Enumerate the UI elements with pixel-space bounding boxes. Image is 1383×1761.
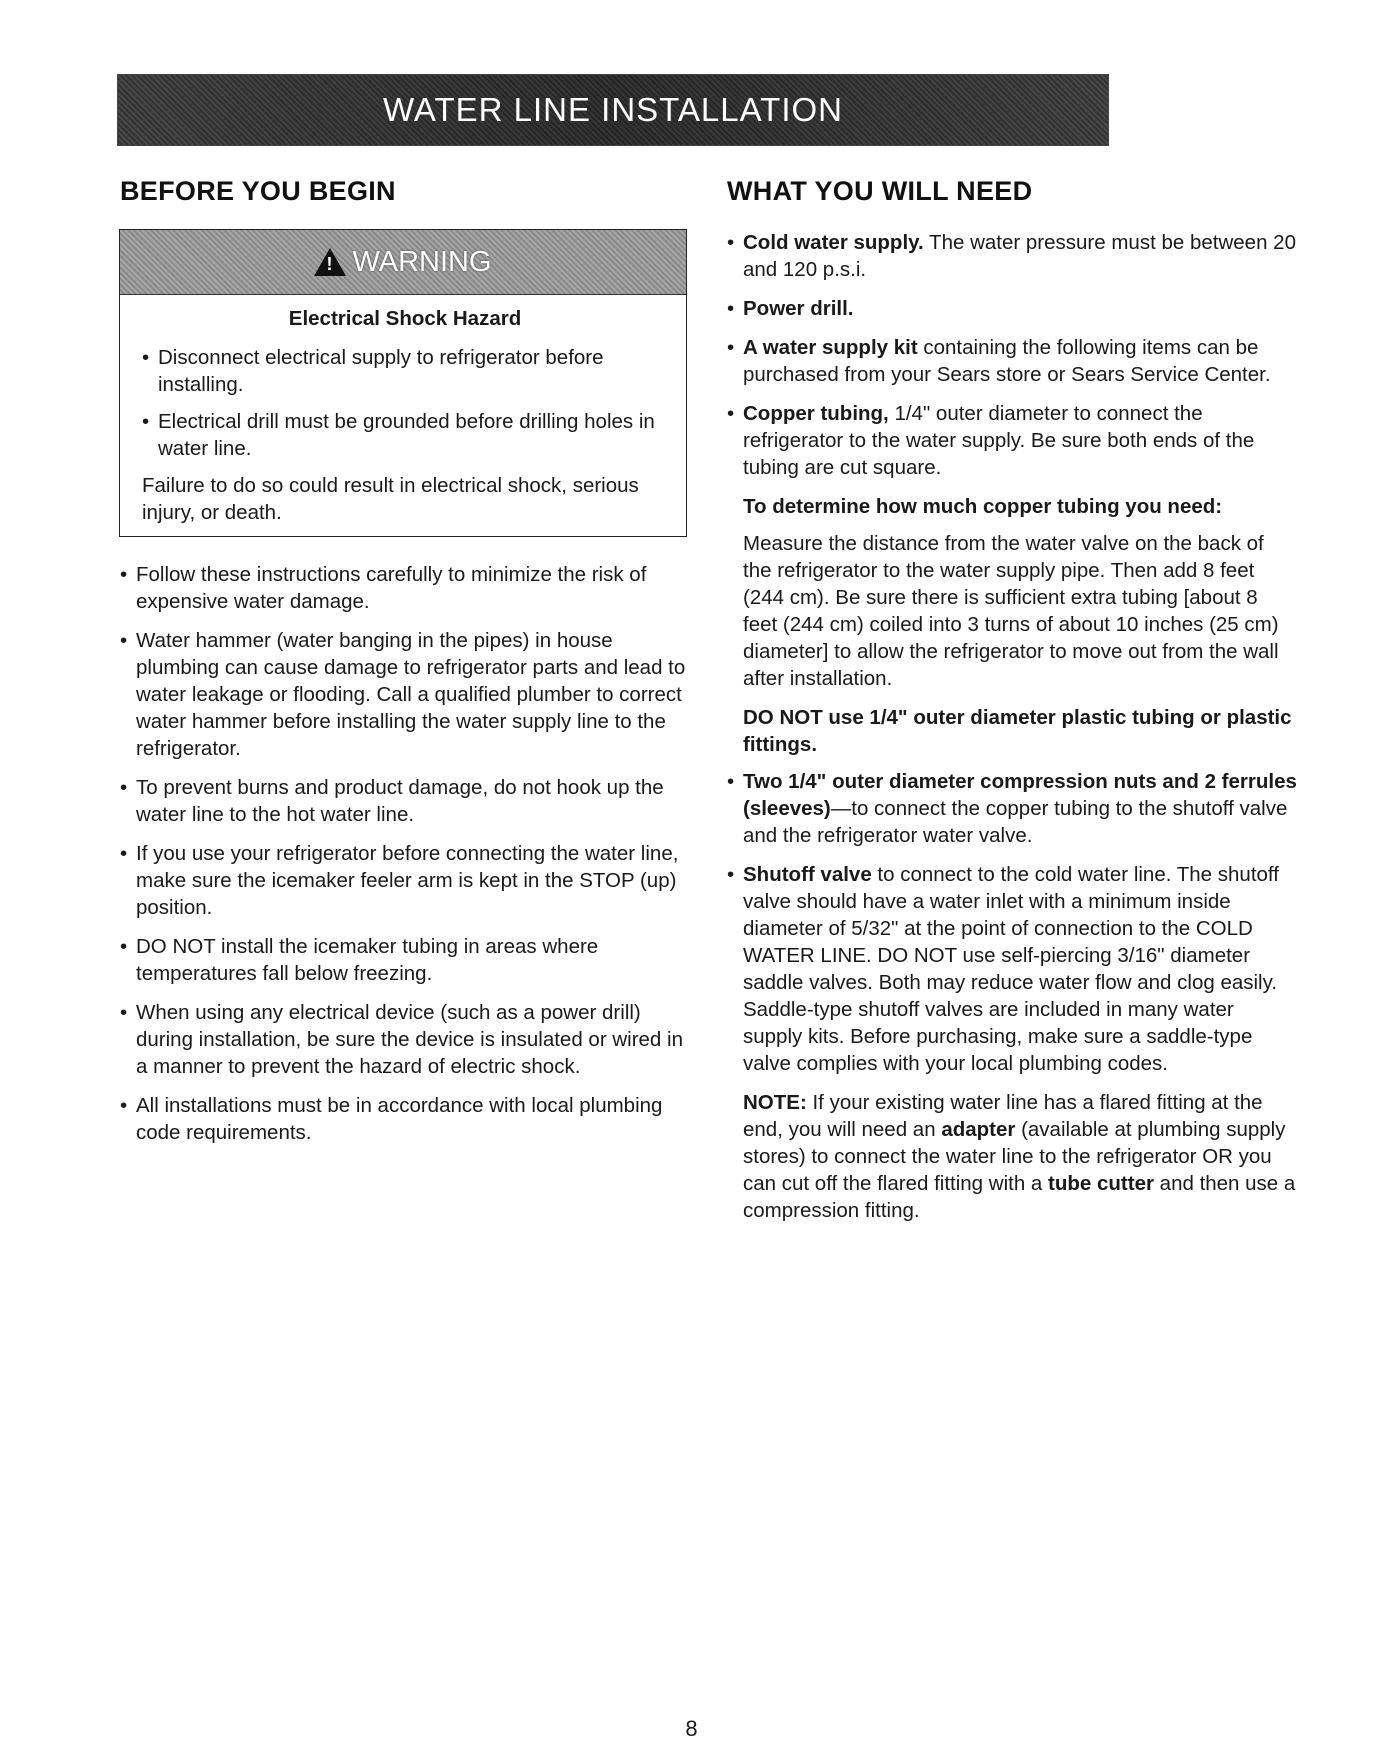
list-item	[727, 295, 1297, 322]
plastic-tubing-warning: DO NOT use 1/4" outer diameter plastic tubing or plastic fittings.	[743, 706, 1292, 756]
item-text: —to connect the copper tubing to the shutoff valve and the refrigerator water valve.	[743, 797, 1288, 847]
note-tube-cutter: tube cutter	[1048, 1172, 1154, 1195]
list-item: • To prevent burns and product damage, do not hook up the water line to the hot water line.	[120, 774, 690, 828]
item-term: Cold water supply.	[743, 231, 924, 254]
list-item	[727, 768, 1297, 849]
requirements-list-continued	[727, 768, 1297, 1077]
note-text: and then use a compression fitting.	[743, 1172, 1296, 1222]
before-you-begin-column	[120, 176, 690, 1158]
precautions-list	[120, 561, 690, 1146]
before-you-begin-heading: BEFORE YOU BEGIN	[120, 176, 396, 206]
item-text: 1/4" outer diameter to connect the refrigerator to the water supply. Be sure both ends of the tubing are cut square.	[743, 402, 1255, 479]
item-text: The water pressure must be between 20 and 120 p.s.i.	[743, 231, 1296, 281]
list-item: • Water hammer (water banging in the pipes) in house plumbing can cause damage to refrigerator parts and lead to water leakage or flooding. Call a qualified plumber to correct water hammer before installing the water supply line to the refrigerator.	[120, 627, 690, 762]
item-term: Copper tubing,	[743, 402, 889, 425]
warning-body	[120, 295, 686, 536]
list-item	[727, 400, 1297, 481]
determine-tubing-text: Measure the distance from the water valve on the back of the refrigerator to the water supply pipe. Then add 8 feet (244 cm). Be sure there is sufficient extra tubing [about 8 feet (244 cm) coiled into 3 turns of about 10 inches (25 cm) diameter] to allow the refrigerator to move out from the wall after installation.	[743, 532, 1279, 690]
list-item	[727, 334, 1297, 388]
item-text: to connect to the cold water line. The shutoff valve should have a water inlet with a minimum inside diameter of 5/32" at the point of connection to the COLD WATER LINE. DO NOT use self-piercing 3/16" diameter saddle valves. Both may reduce water flow and clog easily. Saddle-type shutoff valves are included in many water supply kits. Before purchasing, make sure a saddle-type valve complies with your local plumbing codes.	[743, 863, 1279, 1075]
warning-label: WARNING	[352, 245, 492, 278]
item-term: A water supply kit	[743, 336, 918, 359]
warning-item: • Disconnect electrical supply to refrigerator before installing.	[142, 344, 668, 398]
note-text: If your existing water line has a flared fitting at the end, you will need an	[743, 1091, 1263, 1141]
item-text: containing the following items can be purchased from your Sears store or Sears Service Center.	[743, 336, 1271, 386]
warning-box	[119, 229, 687, 537]
page-number: 8	[685, 1716, 698, 1741]
what-you-will-need-column	[727, 176, 1297, 1236]
what-you-will-need-heading: WHAT YOU WILL NEED	[727, 176, 1033, 206]
list-item	[727, 229, 1297, 283]
note-label: NOTE:	[743, 1091, 807, 1114]
item-term: Two 1/4" outer diameter compression nuts and 2 ferrules (sleeves)	[743, 770, 1297, 820]
list-item: • Follow these instructions carefully to minimize the risk of expensive water damage.	[120, 561, 690, 615]
list-item: • DO NOT install the icemaker tubing in areas where temperatures fall below freezing.	[120, 933, 690, 987]
item-term: Power drill.	[743, 297, 854, 320]
list-item: • When using any electrical device (such as a power drill) during installation, be sure the device is insulated or wired in a manner to prevent the hazard of electric shock.	[120, 999, 690, 1080]
warning-item: • Electrical drill must be grounded before drilling holes in water line.	[142, 408, 668, 462]
warning-header	[120, 230, 686, 295]
hazard-title: Electrical Shock Hazard	[288, 307, 522, 330]
list-item: • If you use your refrigerator before connecting the water line, make sure the icemaker feeler arm is kept in the STOP (up) position.	[120, 840, 690, 921]
item-term: Shutoff valve	[743, 863, 872, 886]
section-banner	[117, 74, 1109, 146]
list-item: • All installations must be in accordance with local plumbing code requirements.	[120, 1092, 690, 1146]
note-paragraph	[727, 1089, 1297, 1224]
warning-consequence: Failure to do so could result in electrical shock, serious injury, or death.	[142, 474, 639, 524]
determine-tubing-heading: To determine how much copper tubing you need:	[743, 495, 1223, 518]
warning-list	[142, 344, 668, 462]
note-adapter: adapter	[941, 1118, 1016, 1141]
note-text: (available at plumbing supply stores) to connect the water line to the refrigerator OR you can cut off the flared fitting with a	[743, 1118, 1286, 1195]
list-item	[727, 861, 1297, 1077]
banner-title: WATER LINE INSTALLATION	[382, 91, 843, 128]
requirements-list	[727, 229, 1297, 481]
warning-triangle-icon	[314, 248, 346, 276]
